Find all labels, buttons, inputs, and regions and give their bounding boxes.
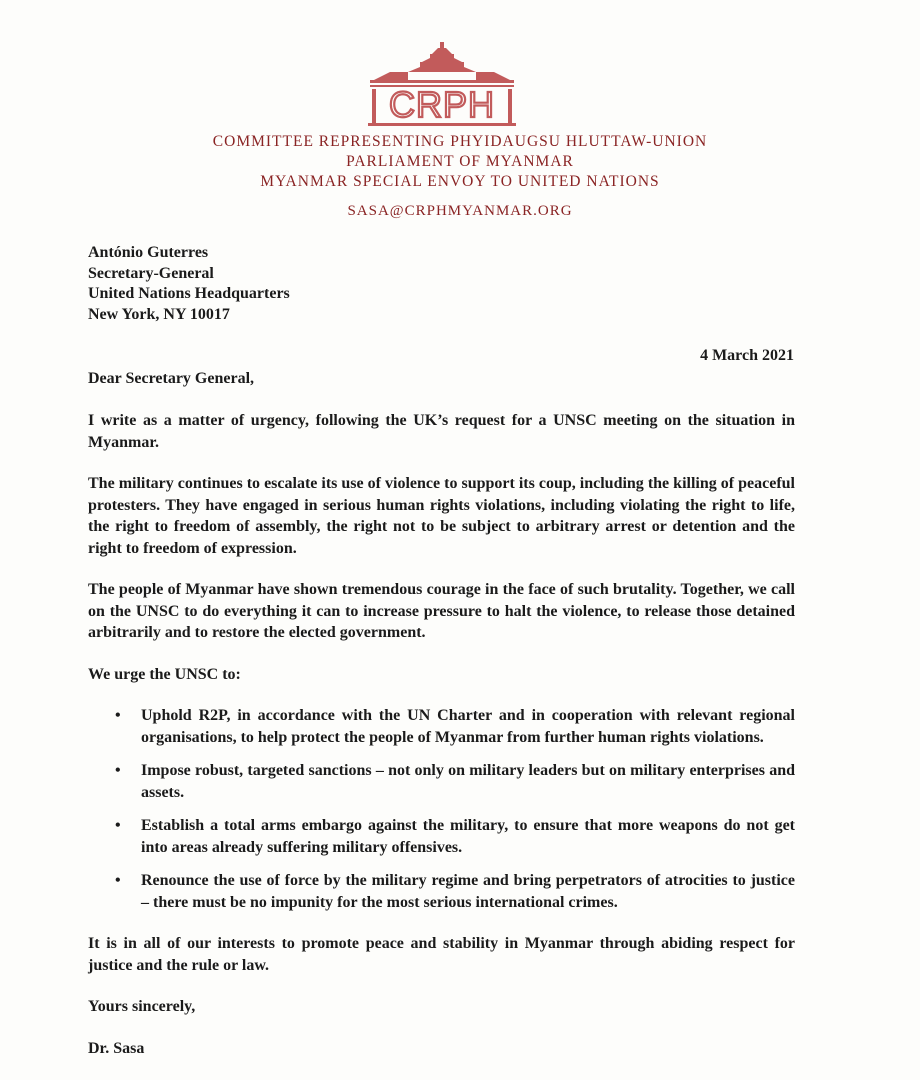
letterhead <box>0 132 920 221</box>
bullet-icon: • <box>115 762 121 779</box>
demands-list <box>88 705 795 913</box>
letterhead-envoy: MYANMAR SPECIAL ENVOY TO UNITED NATIONS <box>260 173 660 190</box>
closing-salutation: Yours sincerely, <box>88 998 196 1015</box>
crph-logo <box>360 42 524 128</box>
letterhead-committee: COMMITTEE REPRESENTING PHYIDAUGSU HLUTTAW-UNION <box>212 133 708 150</box>
letterhead-parliament: PARLIAMENT OF MYANMAR <box>346 153 574 170</box>
list-item <box>115 760 795 803</box>
recipient-title: Secretary-General <box>88 264 214 282</box>
paragraph-urge: We urge the UNSC to: <box>88 665 241 683</box>
list-item <box>115 815 795 858</box>
bullet-icon: • <box>115 707 121 724</box>
recipient-address <box>88 243 290 325</box>
list-item-text: Uphold R2P, in accordance with the UN Charter and in cooperation with relevant regional organisations, to help protect the people of Myanmar from further human rights violations. <box>141 707 795 746</box>
signature: Dr. Sasa <box>88 1039 145 1057</box>
bullet-icon: • <box>115 817 121 834</box>
paragraph-courage: The people of Myanmar have shown tremendous courage in the face of such brutality. Together, we call on the UNSC to do everything it can to increase pressure to halt the violence, to release those detained arbitrarily and to restore the elected government. <box>88 581 795 641</box>
crph-logo-text: CRPH <box>388 84 496 125</box>
list-item <box>115 870 795 913</box>
bullet-icon: • <box>115 872 121 889</box>
list-item-text: Renounce the use of force by the military regime and bring perpetrators of atrocities to justice – there must be no impunity for the most serious international crimes. <box>141 872 795 911</box>
recipient-name: António Guterres <box>88 244 209 261</box>
letterhead-email: SASA@CRPHMYANMAR.ORG <box>347 203 573 219</box>
paragraph-closing: It is in all of our interests to promote peace and stability in Myanmar through abiding respect for justice and the rule or law. <box>88 935 795 974</box>
list-item-text: Establish a total arms embargo against the military, to ensure that more weapons do not get into areas already suffering military offensives. <box>141 817 795 856</box>
list-item <box>115 705 795 748</box>
recipient-city: New York, NY 10017 <box>88 305 230 323</box>
letter-body <box>88 410 795 1059</box>
letter-date: 4 March 2021 <box>700 347 794 364</box>
paragraph-urgency: I write as a matter of urgency, following the UK’s request for a UNSC meeting on the situation in Myanmar. <box>88 412 795 451</box>
paragraph-violence: The military continues to escalate its use of violence to support its coup, including the killing of peaceful protesters. They have engaged in serious human rights violations, including violating the right to life, the right to freedom of assembly, the right not to be subject to arbitrary arrest or detention and the right to freedom of expression. <box>88 475 795 557</box>
recipient-org: United Nations Headquarters <box>88 285 290 302</box>
list-item-text: Impose robust, targeted sanctions – not only on military leaders but on military enterprises and assets. <box>141 762 795 801</box>
salutation: Dear Secretary General, <box>88 370 255 387</box>
